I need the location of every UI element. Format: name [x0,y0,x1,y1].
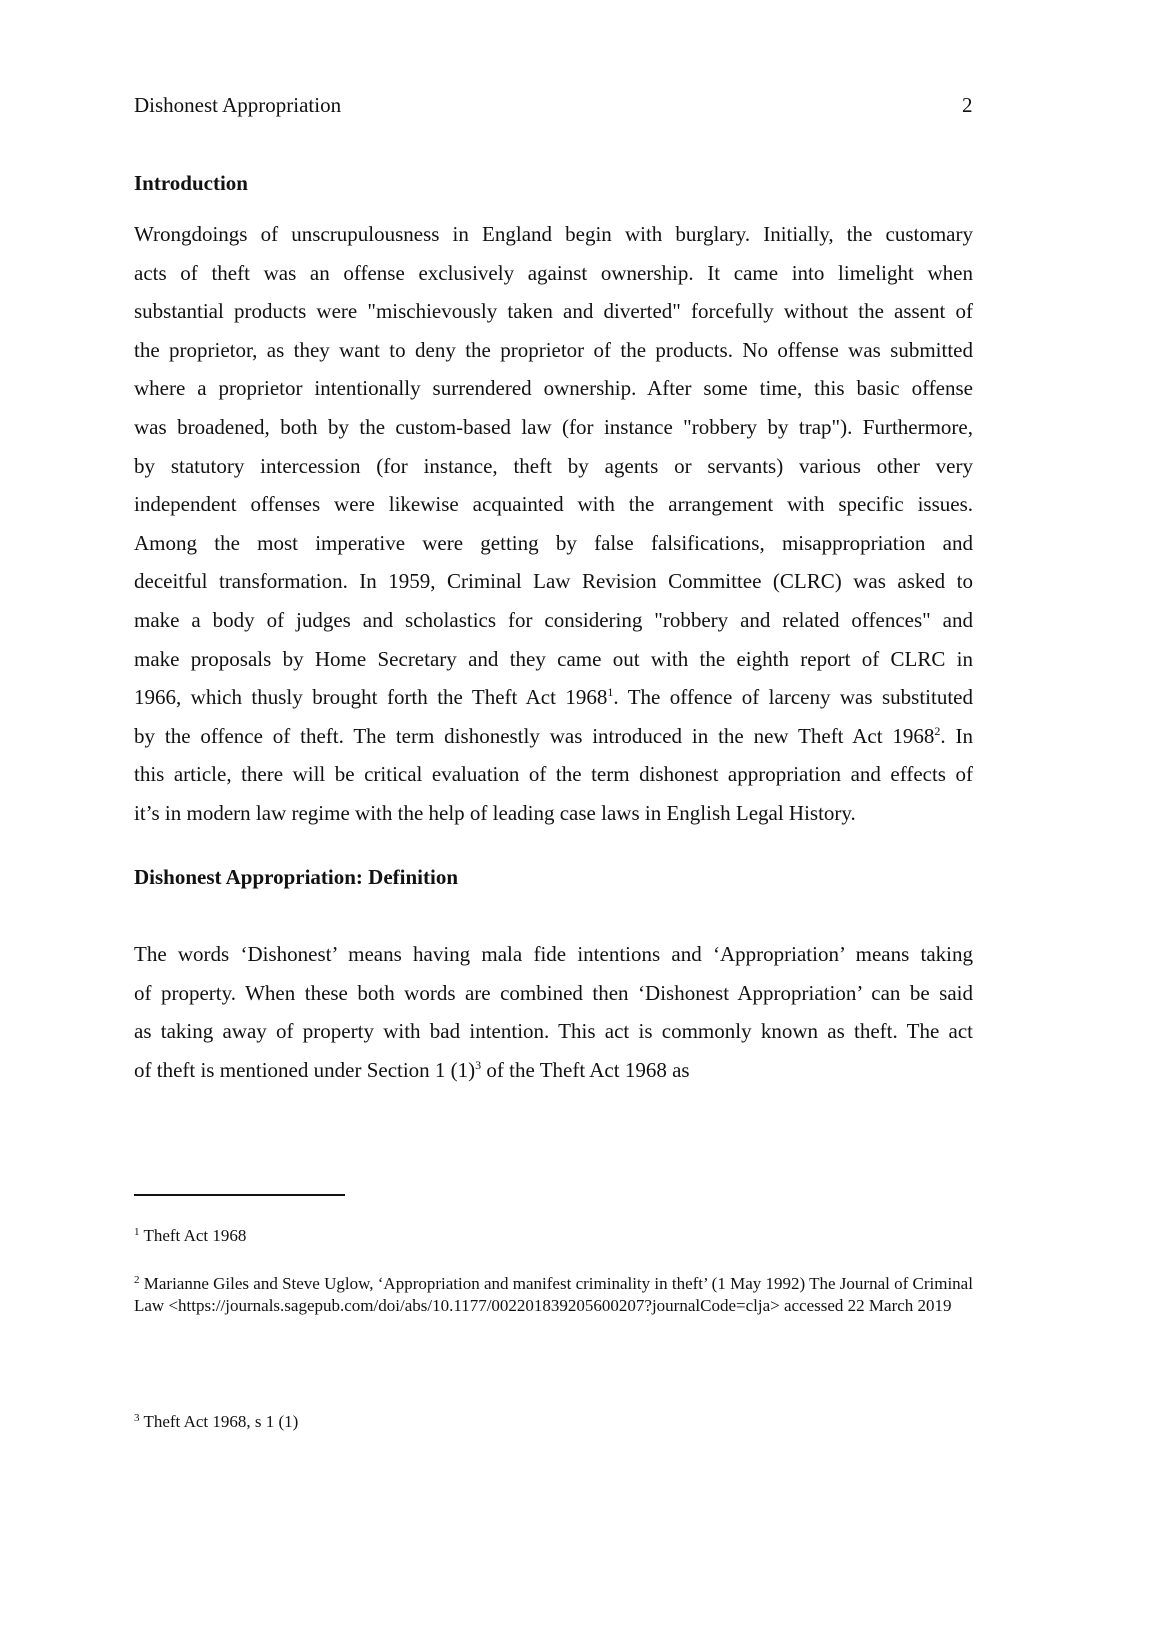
line-text: make proposals by Home Secretary and they came out with the eighth report of CLRC in [134,646,973,671]
line-text: of the Theft Act 1968 as [481,1057,690,1082]
footnote-number: 2 [134,1274,140,1286]
line-text: 1966, which thusly brought forth the Theft Act 1968 [134,685,608,710]
line-text: The words ‘Dishonest’ means having mala fide intentions and ‘Appropriation’ means taking [134,942,973,966]
line-text: substantial products were "mischievously taken and diverted" forcefully without the assent of [134,299,973,324]
line-text: this article, there will be critical evaluation of the term dishonest appropriation and effects of [134,762,973,787]
definition-heading: Dishonest Appropriation: Definition [134,865,458,889]
line-text: . The offence of larceny was substituted [613,685,973,710]
text-line [134,685,973,709]
text-line [134,299,973,323]
footnote-text: Theft Act 1968, s 1 (1) [143,1412,299,1431]
footnote-separator [134,1194,345,1196]
text-line [134,762,973,786]
footnote-text: Theft Act 1968 [143,1226,247,1245]
text-line [134,492,973,516]
text-line [134,981,973,1005]
intro-heading: Introduction [134,171,248,195]
text-line [134,569,973,593]
text-line [134,415,973,439]
line-text: where a proprietor intentionally surrendered ownership. After some time, this basic offense [134,376,973,401]
footnote-reference[interactable]: 3 [475,1057,482,1072]
text-line [134,801,973,825]
line-text: it’s in modern law regime with the help of leading case laws in English Legal History. [134,801,856,825]
running-header-title: Dishonest Appropriation [134,93,342,117]
line-text: the proprietor, as they want to deny the proprietor of the products. No offense was submitted [134,337,973,362]
line-text: of property. When these both words are combined then ‘Dishonest Appropriation’ can be said [134,980,973,1005]
line-text: make a body of judges and scholastics for considering "robbery and related offences" and [134,608,973,632]
text-line [134,608,973,632]
text-line [134,724,973,748]
footnote-reference[interactable]: 1 [607,685,614,700]
text-line [134,261,973,285]
line-text: as taking away of property with bad intention. This act is commonly known as theft. The act [134,1019,973,1044]
text-line [134,531,973,555]
line-text: Wrongdoings of unscrupulousness in England begin with burglary. Initially, the customary [134,222,973,246]
footnote-1 [134,1225,979,1247]
footnote-reference[interactable]: 2 [934,723,941,738]
line-text: by statutory intercession (for instance, theft by agents or servants) various other very [134,453,973,478]
line-text: Among the most imperative were getting by false falsifications, misappropriation and [134,530,973,555]
text-line [134,454,973,478]
footnote-text: Marianne Giles and Steve Uglow, ‘Appropriation and manifest criminality in theft’ (1 May 1992) The Journal of Criminal Law <https://journals.sagepub.com/doi/abs/10.1177/002201839205600207?journalCode=clja> accessed 22 March 2019 [134,1274,973,1315]
line-text: acts of theft was an offense exclusively against ownership. It came into limelight when [134,260,973,285]
line-text: by the offence of theft. The term dishonestly was introduced in the new Theft Act 1968 [134,723,935,748]
text-line [134,647,973,671]
text-line [134,376,973,400]
footnote-number: 3 [134,1412,140,1424]
text-line [134,1058,973,1082]
line-text: deceitful transformation. In 1959, Criminal Law Revision Committee (CLRC) was asked to [134,569,973,594]
footnote-number: 1 [134,1226,140,1238]
footnote-2 [134,1273,979,1317]
line-text: of theft is mentioned under Section 1 (1) [134,1057,476,1082]
text-line [134,1019,973,1043]
line-text: independent offenses were likewise acquainted with the arrangement with specific issues. [134,492,973,517]
footnote-3 [134,1411,979,1433]
text-line [134,942,973,966]
text-line [134,222,973,246]
text-line [134,338,973,362]
page-number: 2 [962,93,973,117]
line-text: . In [940,723,973,748]
line-text: was broadened, both by the custom-based law (for instance "robbery by trap"). Furthermore, [134,415,973,439]
